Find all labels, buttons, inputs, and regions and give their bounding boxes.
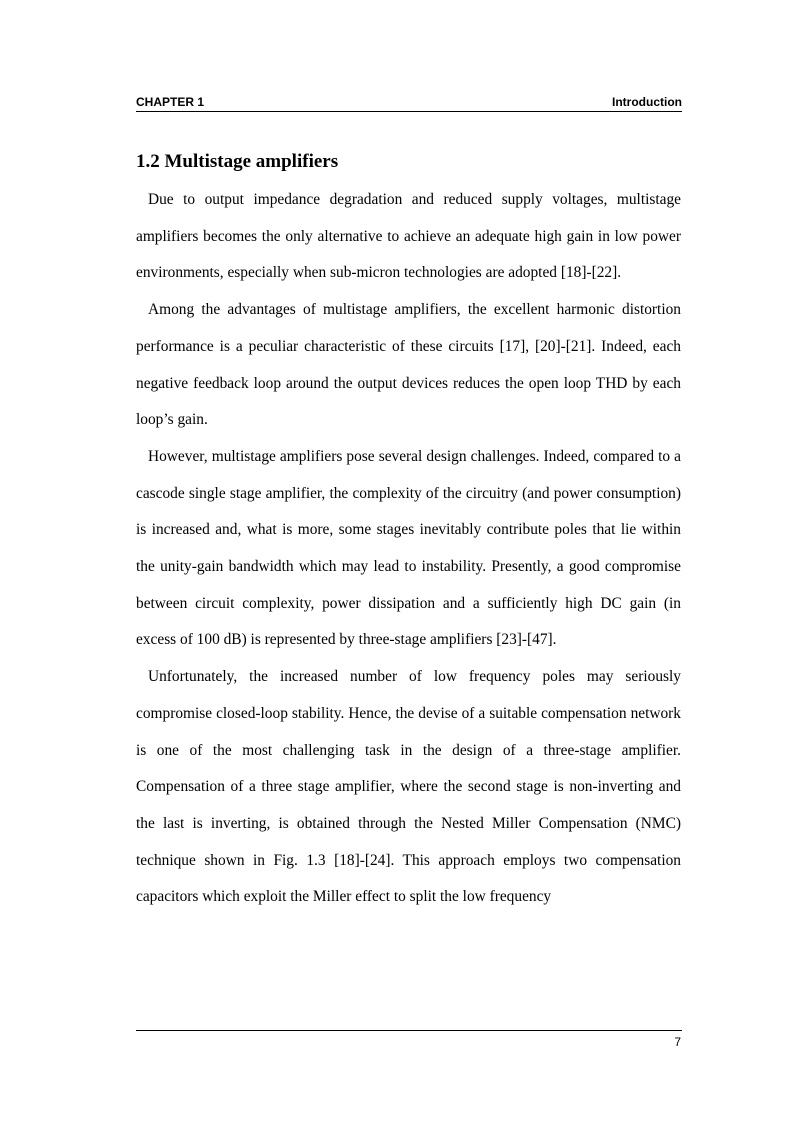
- section-title: 1.2 Multistage amplifiers: [136, 151, 339, 172]
- paragraph: However, multistage amplifiers pose several design challenges. Indeed, compared to a cascode single stage amplifier, the complexity of the circuitry (and power consumption) is increased and, what is more, some stages inevitably contribute poles that lie within the unity-gain bandwidth which may lead to instability. Presently, a good compromise between circuit complexity, power dissipation and a sufficiently high DC gain (in excess of 100 dB) is represented by three-stage amplifiers [23]-[47].: [136, 447, 681, 649]
- header-section-label: Introduction: [612, 95, 682, 109]
- paragraph: Due to output impedance degradation and reduced supply voltages, multistage amplifiers becomes the only alternative to achieve an adequate high gain in low power environments, especially when sub-micron technologies are adopted [18]-[22].: [136, 191, 681, 282]
- paragraph: Among the advantages of multistage amplifiers, the excellent harmonic distortion performance is a peculiar characteristic of these circuits [17], [20]-[21]. Indeed, each negative feedback loop around the output devices reduces the open loop THD by each loop’s gain.: [136, 301, 681, 429]
- paragraph: Unfortunately, the increased number of low frequency poles may seriously compromise closed-loop stability. Hence, the devise of a suitable compensation network is one of the most challenging task in the design of a three-stage amplifier. Compensation of a three stage amplifier, where the second stage is non-inverting and the last is inverting, is obtained through the Nested Miller Compensation (NMC) technique shown in Fig. 1.3 [18]-[24]. This approach employs two compensation capacitors which exploit the Miller effect to split the low frequency: [136, 668, 681, 906]
- footer-rule: [136, 1030, 682, 1031]
- body-text: [136, 182, 681, 916]
- chapter-label: CHAPTER 1: [136, 95, 205, 109]
- page-number: 7: [674, 1035, 681, 1049]
- running-header: [136, 93, 682, 112]
